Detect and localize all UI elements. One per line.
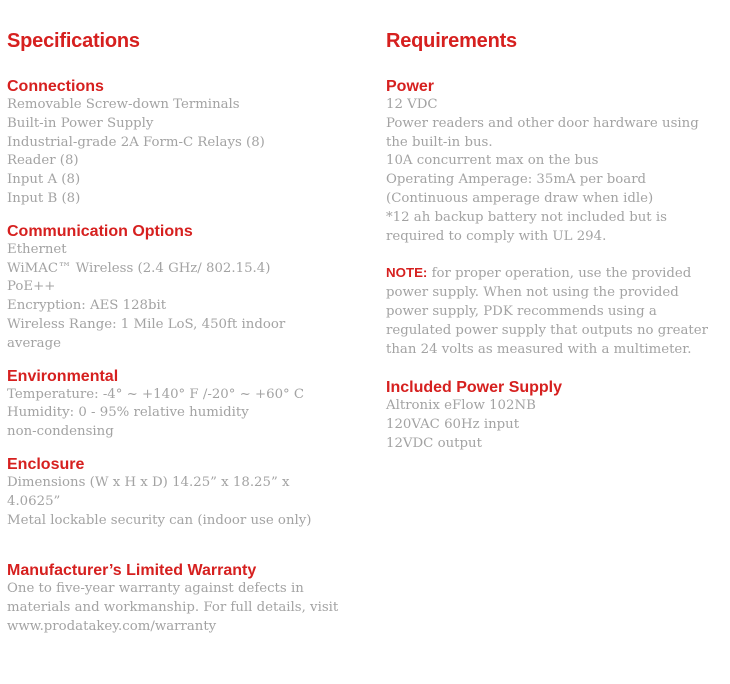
enclosure-heading: Enclosure	[7, 455, 85, 473]
warranty-heading: Manufacturer’s Limited Warranty	[7, 562, 257, 580]
note-line: than 24 volts as measured with a multimeter.	[386, 341, 692, 357]
note-section	[386, 264, 726, 359]
communication-line: Wireless Range: 1 Mile LoS, 450ft indoor	[7, 316, 286, 332]
connections-line: Built-in Power Supply	[7, 115, 154, 131]
enclosure-section	[7, 455, 347, 530]
note-first-line	[386, 264, 726, 284]
warranty-url: www.prodatakey.com/warranty	[7, 618, 217, 634]
communication-line: average	[7, 335, 61, 351]
warranty-section	[7, 561, 347, 636]
environmental-line: Temperature: -4° ~ +140° F /-20° ~ +60° C	[7, 386, 305, 402]
power-line: required to comply with UL 294.	[386, 228, 607, 244]
power-line: Operating Amperage: 35mA per board	[386, 172, 647, 188]
environmental-section	[7, 367, 347, 442]
environmental-line: non-condensing	[7, 424, 114, 440]
power-line: (Continuous amperage draw when idle)	[386, 190, 654, 206]
included-power-supply-heading: Included Power Supply	[386, 379, 563, 397]
included-line: 12VDC output	[386, 435, 482, 451]
note-line: power supply. When not using the provided	[386, 285, 679, 301]
note-label: NOTE:	[386, 265, 428, 281]
power-line: Power readers and other door hardware using	[386, 115, 699, 131]
enclosure-line: Metal lockable security can (indoor use only)	[7, 512, 312, 528]
environmental-line: Humidity: 0 - 95% relative humidity	[7, 405, 249, 421]
communication-heading: Communication Options	[7, 222, 193, 240]
included-power-supply-section	[386, 378, 726, 453]
power-heading: Power	[386, 78, 435, 95]
power-line: 12 VDC	[386, 97, 438, 112]
requirements-heading: Requirements	[386, 30, 517, 52]
requirements-column	[386, 28, 726, 454]
note-text: for proper operation, use the provided	[427, 266, 692, 282]
power-line: the built-in bus.	[386, 134, 493, 150]
enclosure-line: Dimensions (W x H x D) 14.25” x 18.25” x	[7, 474, 290, 490]
communication-section	[7, 222, 347, 354]
connections-section	[7, 77, 347, 209]
communication-line: WiMAC™ Wireless (2.4 GHz/ 802.15.4)	[7, 260, 271, 276]
specifications-column	[7, 28, 347, 637]
included-line: 120VAC 60Hz input	[386, 417, 520, 433]
power-line: 10A concurrent max on the bus	[386, 153, 599, 169]
power-line: *12 ah backup battery not included but is	[386, 209, 667, 225]
connections-line: Input A (8)	[7, 172, 81, 188]
included-line: Altronix eFlow 102NB	[386, 398, 536, 414]
environmental-heading: Environmental	[7, 367, 119, 385]
connections-line: Industrial-grade 2A Form-C Relays (8)	[7, 134, 265, 150]
enclosure-line: 4.0625”	[7, 493, 61, 509]
connections-heading: Connections	[7, 78, 104, 95]
connections-line: Reader (8)	[7, 153, 79, 169]
note-line: power supply, PDK recommends using a	[386, 303, 657, 319]
communication-line: PoE++	[7, 279, 56, 295]
connections-line: Removable Screw-down Terminals	[7, 97, 240, 112]
communication-line: Encryption: AES 128bit	[7, 298, 167, 314]
warranty-line: One to five-year warranty against defects in	[7, 581, 304, 597]
note-line: regulated power supply that outputs no greater	[386, 322, 709, 338]
power-section	[386, 77, 726, 246]
specifications-heading: Specifications	[7, 30, 140, 52]
connections-line: Input B (8)	[7, 190, 81, 206]
communication-line: Ethernet	[7, 241, 67, 257]
warranty-line: materials and workmanship. For full details, visit	[7, 600, 339, 616]
